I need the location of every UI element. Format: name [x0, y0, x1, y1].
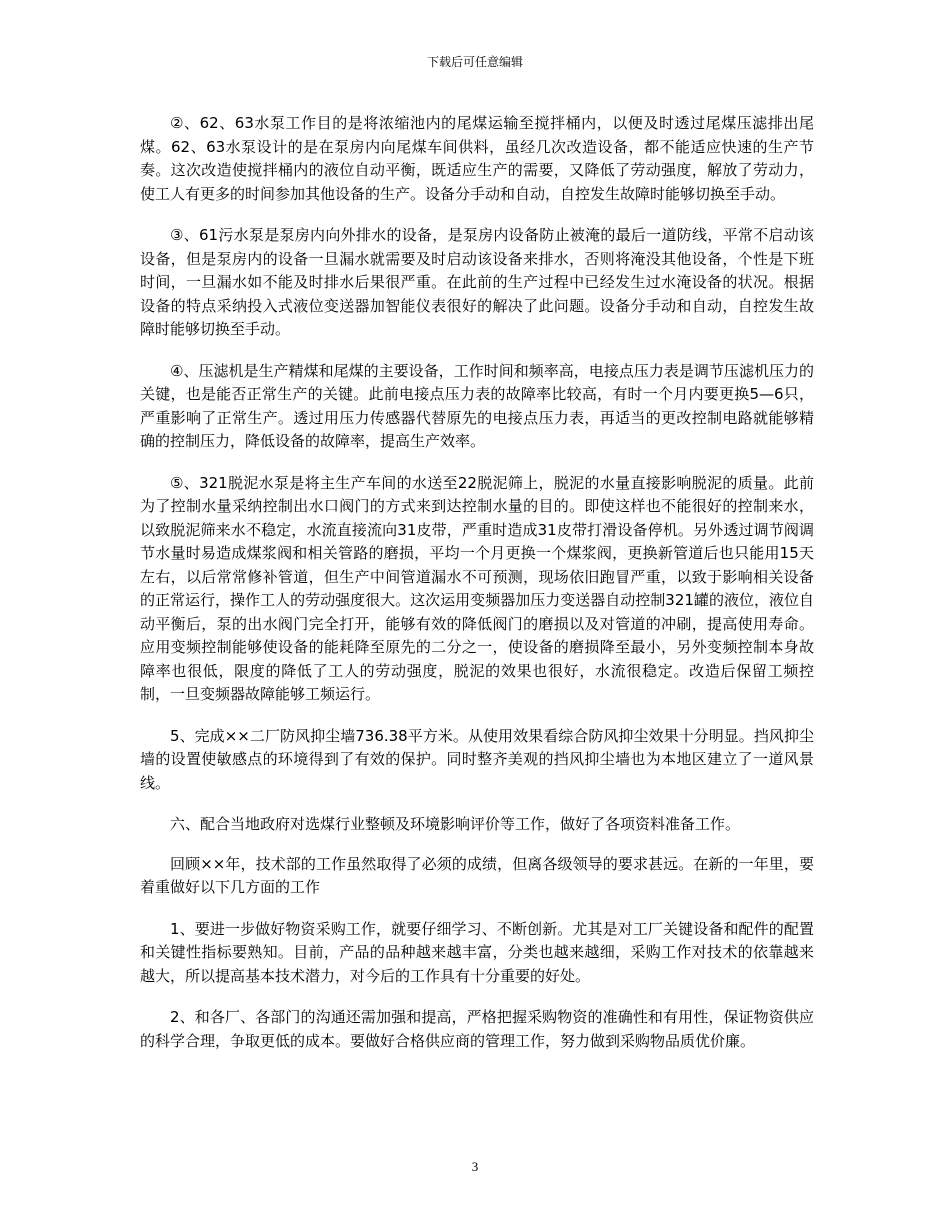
paragraph-government-cooperation: 六、配合当地政府对选煤行业整顿及环境影响评价等工作，做好了各项资料准备工作。 — [170, 815, 741, 833]
paragraph-plan-procurement: 1、要进一步做好物资采购工作，就要仔细学习、不断创新。尤其是对工厂关键设备和配件的配置和关键性指标要熟知。目前，产品的品种越来越丰富，分类也越来越细，采购工作对技术的依靠越来越大，所以提高基本技术潜力，对今后的工作具有十分重要的好处。 — [140, 919, 814, 985]
paragraph-pump-62-63: ②、62、63水泵工作目的是将浓缩池内的尾煤运输至搅拌桶内，以便及时透过尾煤压滤排出尾煤。62、63水泵设计的是在泵房内向尾煤车间供料，虽经几次改造设备，都不能适应快速的生产节奏。这次改造使搅拌桶内的液位自动平衡，既适应生产的需要，又降低了劳动强度，解放了劳动力，使工人有更多的时间参加其他设备的生产。设备分手动和自动，自控发生故障时能够切换至手动。 — [140, 114, 814, 203]
page-number: 3 — [471, 1159, 479, 1174]
paragraph-sewage-pump-61: ③、61污水泵是泵房内向外排水的设备，是泵房内设备防止被淹的最后一道防线，平常不启动该设备，但是泵房内的设备一旦漏水就需要及时启动该设备来排水，否则将淹没其他设备，个性是下班时间，一旦漏水如不能及时排水后果很严重。在此前的生产过程中已经发生过水淹设备的状况。根据设备的特点采纳投入式液位变送器加智能仪表很好的解决了此问题。设备分手动和自动，自控发生故障时能够切换至手动。 — [140, 226, 814, 338]
paragraph-review: 回顾××年，技术部的工作虽然取得了必须的成绩，但离各级领导的要求甚远。在新的一年里，要着重做好以下几方面的工作 — [140, 854, 814, 896]
paragraph-desliming-pump-321: ⑤、321脱泥水泵是将主生产车间的水送至22脱泥筛上，脱泥的水量直接影响脱泥的质量。此前为了控制水量采纳控制出水口阀门的方式来到达控制水量的目的。即使这样也不能很好的控制来水，以致脱泥筛来水不稳定，水流直接流向31皮带，严重时造成31皮带打滑设备停机。另外透过调节阀调节水量时易造成煤浆阀和相关管路的磨损，平均一个月更换一个煤浆阀，更换新管道后也只能用15天左右，以后常常修补管道，但生产中间管道漏水不可预测，现场依旧跑冒严重，以致于影响相关设备的正常运行，操作工人的劳动强度很大。这次运用变频器加压力变送器自动控制321罐的液位，液位自动平衡后，泵的出水阀门完全打开，能够有效的降低阀门的磨损以及对管道的冲刷，提高使用寿命。应用变频控制能够使设备的能耗降至原先的二分之一，使设备的磨损降至最小，另外变频控制本身故障率也很低，限度的降低了工人的劳动强度，脱泥的效果也很好，水流很稳定。改造后保留工频控制，一旦变频器故障能够工频运行。 — [140, 473, 814, 703]
paragraph-plan-communication: 2、和各厂、各部门的沟通还需加强和提高，严格把握采购物资的准确性和有用性，保证物资供应的科学合理，争取更低的成本。要做好合格供应商的管理工作，努力做到采购物品质优价廉。 — [140, 1008, 814, 1050]
document-body — [140, 112, 814, 1071]
paragraph-windbreak-wall: 5、完成××二厂防风抑尘墙736.38平方米。从使用效果看综合防风抑尘效果十分明显。挡风抑尘墙的设置使敏感点的环境得到了有效的保护。同时整齐美观的挡风抑尘墙也为本地区建立了一道风景线。 — [140, 726, 814, 792]
page-header: 下载后可任意编辑 — [426, 55, 523, 69]
paragraph-filter-press: ④、压滤机是生产精煤和尾煤的主要设备，工作时间和频率高，电接点压力表是调节压滤机压力的关键，也是能否正常生产的关键。此前电接点压力表的故障率比较高，有时一个月内要更换5—6只，严重影响了正常生产。透过用压力传感器代替原先的电接点压力表，再适当的更改控制电路就能够精确的控制压力，降低设备的故障率，提高生产效率。 — [140, 361, 814, 450]
